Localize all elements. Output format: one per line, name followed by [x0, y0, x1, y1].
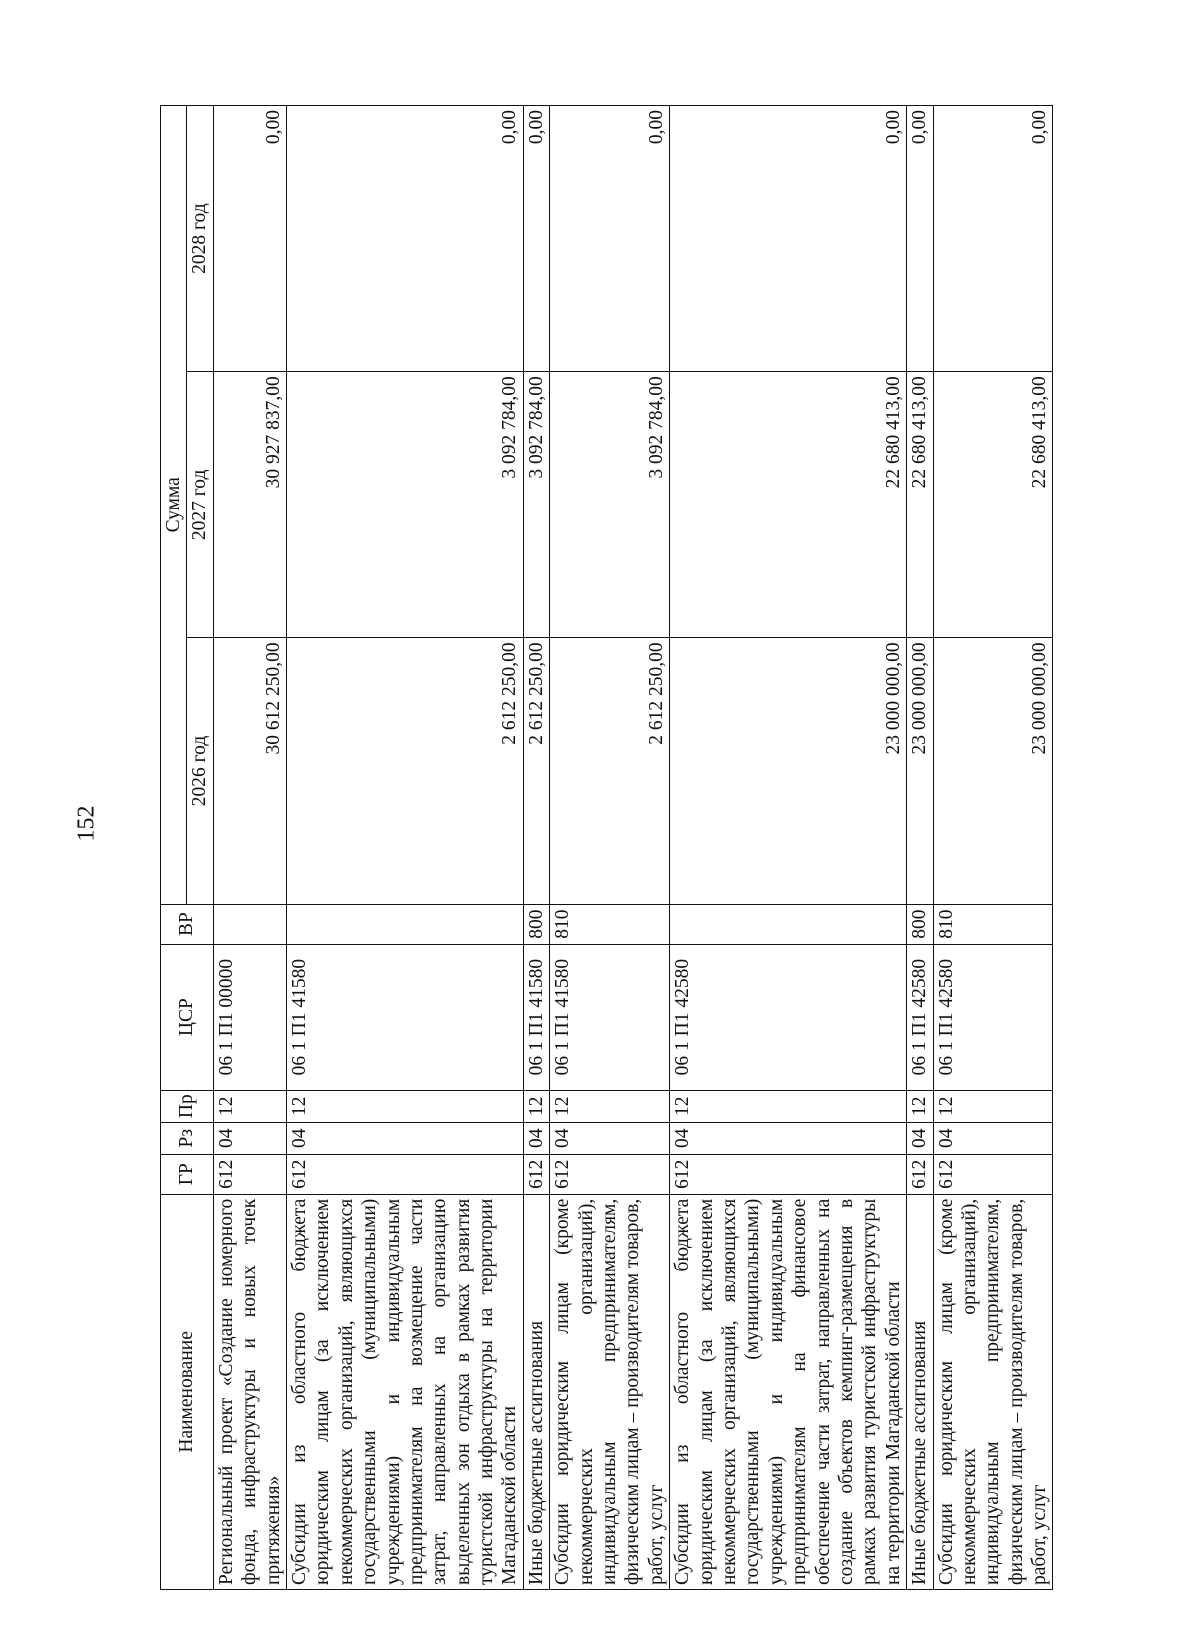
row-sum-2027: 22 680 413,00: [670, 372, 907, 638]
header-row-top: [161, 106, 187, 1590]
row-sum-2027: 22 680 413,00: [907, 372, 933, 638]
row-sum-2026: 2 612 250,00: [550, 638, 670, 904]
header-csr: ЦСР: [161, 944, 214, 1090]
row-vr: 810: [550, 904, 670, 944]
row-sum-2027: 30 927 837,00: [213, 372, 286, 638]
row-csr: 06 1 П1 41580: [523, 944, 549, 1090]
row-rz: 04: [523, 1122, 549, 1154]
row-sum-2028: 0,00: [286, 106, 523, 372]
row-sum-2027: 3 092 784,00: [523, 372, 549, 638]
row-pr: 12: [670, 1090, 907, 1122]
row-sum-2026: 2 612 250,00: [286, 638, 523, 904]
row-rz: 04: [213, 1122, 286, 1154]
header-year-2028: 2028 год: [187, 106, 213, 372]
row-rz: 04: [550, 1122, 670, 1154]
row-gr: 612: [670, 1154, 907, 1194]
table-row: [213, 106, 286, 1590]
row-sum-2026: 23 000 000,00: [933, 638, 1053, 904]
row-sum-2026: 2 612 250,00: [523, 638, 549, 904]
row-rz: 04: [286, 1122, 523, 1154]
row-pr: 12: [933, 1090, 1053, 1122]
row-gr: 612: [550, 1154, 670, 1194]
row-csr: 06 1 П1 42580: [933, 944, 1053, 1090]
budget-table-container: [160, 105, 1060, 1590]
header-vr: ВР: [161, 904, 214, 944]
row-sum-2026: 23 000 000,00: [670, 638, 907, 904]
row-csr: 06 1 П1 41580: [550, 944, 670, 1090]
row-rz: 04: [670, 1122, 907, 1154]
row-sum-2026: 23 000 000,00: [907, 638, 933, 904]
row-vr: 800: [523, 904, 549, 944]
row-pr: 12: [213, 1090, 286, 1122]
table-row: [670, 106, 907, 1590]
row-sum-2027: 3 092 784,00: [550, 372, 670, 638]
table-row: [523, 106, 549, 1590]
header-sum: Сумма: [161, 106, 187, 905]
row-gr: 612: [933, 1154, 1053, 1194]
row-sum-2028: 0,00: [907, 106, 933, 372]
row-vr: 810: [933, 904, 1053, 944]
row-sum-2027: 22 680 413,00: [933, 372, 1053, 638]
row-gr: 612: [523, 1154, 549, 1194]
row-sum-2028: 0,00: [213, 106, 286, 372]
row-vr: [213, 904, 286, 944]
header-year-2026: 2026 год: [187, 638, 213, 904]
row-name: Иные бюджетные ассигнования: [907, 1194, 933, 1589]
row-csr: 06 1 П1 41580: [286, 944, 523, 1090]
row-vr: [286, 904, 523, 944]
table-row: [907, 106, 933, 1590]
row-name: Субсидии юридическим лицам (кроме некоммерческих организаций), индивидуальным предпринимателям, физическим лицам – производителям товаров, работ, услуг: [933, 1194, 1053, 1589]
row-gr: 612: [286, 1154, 523, 1194]
budget-table: [160, 105, 1053, 1590]
row-sum-2028: 0,00: [670, 106, 907, 372]
row-pr: 12: [907, 1090, 933, 1122]
row-name: Субсидии юридическим лицам (кроме некоммерческих организаций), индивидуальным предпринимателям, физическим лицам – производителям товаров, работ, услуг: [550, 1194, 670, 1589]
row-rz: 04: [907, 1122, 933, 1154]
row-csr: 06 1 П1 42580: [907, 944, 933, 1090]
row-gr: 612: [907, 1154, 933, 1194]
row-vr: [670, 904, 907, 944]
row-name: Субсидии из областного бюджета юридическим лицам (за исключением некоммерческих организаций, являющихся государственными (муниципальными) учреждениями) и индивидуальным предпринимателям на финансовое обеспечение части затрат, направленных на создание объектов кемпинг-размещения в рамках развития туристской инфраструктуры на территории Магаданской области: [670, 1194, 907, 1589]
row-csr: 06 1 П1 42580: [670, 944, 907, 1090]
table-row: [550, 106, 670, 1590]
table-row: [286, 106, 523, 1590]
header-gr: ГР: [161, 1154, 214, 1194]
row-pr: 12: [523, 1090, 549, 1122]
row-vr: 800: [907, 904, 933, 944]
row-name: Субсидии из областного бюджета юридическим лицам (за исключением некоммерческих организаций, являющихся государственными (муниципальными) учреждениями) и индивидуальным предпринимателям на возмещение части затрат, направленных на организацию выделенных зон отдыха в рамках развития туристской инфраструктуры на территории Магаданской области: [286, 1194, 523, 1589]
header-rz: Рз: [161, 1122, 214, 1154]
page-number: 152: [73, 805, 100, 842]
header-pr: Пр: [161, 1090, 214, 1122]
header-name: Наименование: [161, 1194, 214, 1589]
row-pr: 12: [286, 1090, 523, 1122]
header-year-2027: 2027 год: [187, 372, 213, 638]
row-sum-2028: 0,00: [550, 106, 670, 372]
row-sum-2026: 30 612 250,00: [213, 638, 286, 904]
row-sum-2028: 0,00: [933, 106, 1053, 372]
row-rz: 04: [933, 1122, 1053, 1154]
row-gr: 612: [213, 1154, 286, 1194]
row-pr: 12: [550, 1090, 670, 1122]
row-name: Иные бюджетные ассигнования: [523, 1194, 549, 1589]
row-csr: 06 1 П1 00000: [213, 944, 286, 1090]
row-sum-2028: 0,00: [523, 106, 549, 372]
table-row: [933, 106, 1053, 1590]
row-name: Региональный проект «Создание номерного фонда, инфраструктуры и новых точек притяжения»: [213, 1194, 286, 1589]
row-sum-2027: 3 092 784,00: [286, 372, 523, 638]
